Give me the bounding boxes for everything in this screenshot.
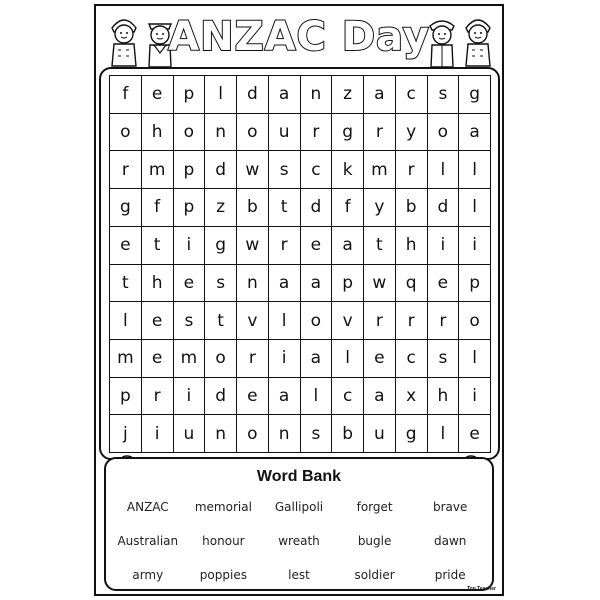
- grid-cell[interactable]: v: [237, 302, 269, 340]
- grid-cell[interactable]: g: [396, 415, 428, 453]
- grid-cell[interactable]: l: [332, 340, 364, 378]
- word-bank-item: Australian: [117, 534, 179, 548]
- grid-cell[interactable]: c: [332, 378, 364, 416]
- grid-cell[interactable]: s: [301, 415, 333, 453]
- grid-cell[interactable]: g: [459, 76, 491, 114]
- grid-cell[interactable]: i: [459, 378, 491, 416]
- grid-cell[interactable]: o: [237, 114, 269, 152]
- grid-cell[interactable]: u: [364, 415, 396, 453]
- grid-cell[interactable]: n: [205, 415, 237, 453]
- grid-cell[interactable]: p: [459, 265, 491, 303]
- grid-cell[interactable]: e: [142, 302, 174, 340]
- grid-cell[interactable]: l: [428, 415, 460, 453]
- word-bank-item: ANZAC: [126, 500, 169, 514]
- grid-cell[interactable]: a: [269, 378, 301, 416]
- grid-cell[interactable]: p: [174, 151, 206, 189]
- grid-cell[interactable]: i: [269, 340, 301, 378]
- grid-cell[interactable]: m: [364, 151, 396, 189]
- grid-cell[interactable]: r: [364, 114, 396, 152]
- grid-cell[interactable]: e: [428, 265, 460, 303]
- grid-cell[interactable]: c: [396, 76, 428, 114]
- grid-cell[interactable]: z: [205, 189, 237, 227]
- grid-cell[interactable]: t: [269, 189, 301, 227]
- word-bank-title: Word Bank: [256, 468, 342, 485]
- grid-cell[interactable]: t: [142, 227, 174, 265]
- grid-cell[interactable]: e: [459, 415, 491, 453]
- grid-cell[interactable]: t: [364, 227, 396, 265]
- worksheet: [94, 4, 504, 596]
- grid-cell[interactable]: l: [428, 151, 460, 189]
- word-bank-item: poppies: [199, 568, 247, 582]
- grid-cell[interactable]: o: [428, 114, 460, 152]
- grid-cell[interactable]: l: [459, 151, 491, 189]
- word-bank-item: lest: [288, 568, 310, 582]
- grid-cell[interactable]: a: [301, 340, 333, 378]
- grid-cell[interactable]: y: [396, 114, 428, 152]
- grid-cell[interactable]: l: [269, 302, 301, 340]
- grid-cell[interactable]: g: [205, 227, 237, 265]
- grid-cell[interactable]: e: [301, 227, 333, 265]
- grid-cell[interactable]: m: [174, 340, 206, 378]
- word-bank-item: honour: [202, 534, 245, 548]
- grid-cell[interactable]: r: [428, 302, 460, 340]
- page-title: ANZAC Day: [168, 14, 430, 60]
- grid-cell[interactable]: j: [110, 415, 142, 453]
- grid-cell[interactable]: s: [428, 340, 460, 378]
- word-bank-item: forget: [356, 500, 393, 514]
- grid-cell[interactable]: i: [459, 227, 491, 265]
- grid-cell[interactable]: l: [110, 302, 142, 340]
- grid-cell[interactable]: a: [364, 76, 396, 114]
- publisher-credit: Top Teacher: [467, 586, 496, 592]
- grid-cell[interactable]: p: [110, 378, 142, 416]
- grid-cell[interactable]: a: [269, 265, 301, 303]
- grid-cell[interactable]: c: [301, 151, 333, 189]
- grid-cell[interactable]: o: [459, 302, 491, 340]
- word-search-grid: [109, 75, 491, 453]
- word-bank-item: soldier: [354, 568, 395, 582]
- word-bank-item: pride: [434, 568, 466, 582]
- grid-cell[interactable]: r: [301, 114, 333, 152]
- grid-cell[interactable]: c: [396, 340, 428, 378]
- grid-cell[interactable]: r: [364, 302, 396, 340]
- grid-cell[interactable]: o: [205, 340, 237, 378]
- grid-cell[interactable]: o: [301, 302, 333, 340]
- grid-cell[interactable]: r: [396, 302, 428, 340]
- grid-cell[interactable]: o: [110, 114, 142, 152]
- grid-cell[interactable]: x: [396, 378, 428, 416]
- grid-cell[interactable]: e: [142, 76, 174, 114]
- grid-cell[interactable]: b: [237, 189, 269, 227]
- grid-cell[interactable]: e: [174, 265, 206, 303]
- grid-cell[interactable]: a: [459, 114, 491, 152]
- grid-cell[interactable]: m: [142, 151, 174, 189]
- grid-cell[interactable]: n: [301, 76, 333, 114]
- grid-cell[interactable]: a: [332, 227, 364, 265]
- grid-cell[interactable]: f: [110, 76, 142, 114]
- grid-cell[interactable]: n: [205, 114, 237, 152]
- grid-cell[interactable]: z: [332, 76, 364, 114]
- grid-cell[interactable]: r: [269, 227, 301, 265]
- grid-cell[interactable]: k: [332, 151, 364, 189]
- word-bank-item: Gallipoli: [274, 500, 324, 514]
- grid-cell[interactable]: s: [428, 76, 460, 114]
- grid-cell[interactable]: b: [332, 415, 364, 453]
- grid-cell[interactable]: o: [174, 114, 206, 152]
- grid-cell[interactable]: q: [396, 265, 428, 303]
- grid-cell[interactable]: y: [364, 189, 396, 227]
- grid-cell[interactable]: v: [332, 302, 364, 340]
- grid-cell[interactable]: r: [110, 151, 142, 189]
- grid-cell[interactable]: i: [142, 415, 174, 453]
- grid-cell[interactable]: t: [205, 302, 237, 340]
- grid-cell[interactable]: r: [142, 378, 174, 416]
- grid-cell[interactable]: l: [205, 76, 237, 114]
- word-bank-item: memorial: [194, 500, 252, 514]
- grid-cell[interactable]: s: [269, 151, 301, 189]
- grid-cell[interactable]: g: [110, 189, 142, 227]
- grid-cell[interactable]: s: [205, 265, 237, 303]
- word-bank: [104, 457, 494, 591]
- grid-cell[interactable]: h: [142, 265, 174, 303]
- grid-cell[interactable]: u: [269, 114, 301, 152]
- grid-cell[interactable]: a: [364, 378, 396, 416]
- grid-cell[interactable]: l: [459, 189, 491, 227]
- grid-cell[interactable]: l: [301, 378, 333, 416]
- grid-cell[interactable]: w: [237, 227, 269, 265]
- grid-cell[interactable]: e: [110, 227, 142, 265]
- grid-cell[interactable]: s: [174, 302, 206, 340]
- grid-cell[interactable]: d: [205, 378, 237, 416]
- grid-cell[interactable]: i: [174, 378, 206, 416]
- grid-cell[interactable]: d: [237, 76, 269, 114]
- word-bank-item: bugle: [357, 534, 392, 548]
- grid-cell[interactable]: f: [142, 189, 174, 227]
- word-bank-item: brave: [432, 500, 468, 514]
- soldier-boy-icon: [422, 10, 462, 72]
- grid-cell[interactable]: m: [110, 340, 142, 378]
- grid-cell[interactable]: i: [174, 227, 206, 265]
- grid-cell[interactable]: n: [269, 415, 301, 453]
- grid-cell[interactable]: b: [396, 189, 428, 227]
- grid-cell[interactable]: h: [142, 114, 174, 152]
- grid-cell[interactable]: a: [269, 76, 301, 114]
- word-bank-list: [110, 497, 488, 585]
- soldier-girl-icon: [458, 10, 498, 72]
- grid-cell[interactable]: e: [364, 340, 396, 378]
- grid-cell[interactable]: h: [396, 227, 428, 265]
- grid-cell[interactable]: u: [174, 415, 206, 453]
- grid-cell[interactable]: e: [237, 378, 269, 416]
- grid-cell[interactable]: h: [428, 378, 460, 416]
- word-bank-item: wreath: [278, 534, 320, 548]
- grid-cell[interactable]: p: [174, 76, 206, 114]
- grid-cell[interactable]: p: [174, 189, 206, 227]
- grid-cell[interactable]: d: [428, 189, 460, 227]
- grid-cell[interactable]: o: [237, 415, 269, 453]
- grid-cell[interactable]: n: [237, 265, 269, 303]
- grid-cell[interactable]: f: [332, 189, 364, 227]
- grid-cell[interactable]: d: [205, 151, 237, 189]
- grid-cell[interactable]: w: [237, 151, 269, 189]
- grid-cell[interactable]: r: [237, 340, 269, 378]
- grid-cell[interactable]: w: [364, 265, 396, 303]
- grid-cell[interactable]: g: [332, 114, 364, 152]
- word-bank-item: army: [132, 568, 164, 582]
- grid-cell[interactable]: p: [332, 265, 364, 303]
- grid-cell[interactable]: e: [142, 340, 174, 378]
- grid-cell[interactable]: t: [110, 265, 142, 303]
- grid-cell[interactable]: l: [459, 340, 491, 378]
- word-search-frame: [99, 67, 500, 460]
- grid-cell[interactable]: r: [396, 151, 428, 189]
- grid-cell[interactable]: a: [301, 265, 333, 303]
- grid-cell[interactable]: d: [301, 189, 333, 227]
- word-bank-item: dawn: [433, 534, 467, 548]
- grid-cell[interactable]: i: [428, 227, 460, 265]
